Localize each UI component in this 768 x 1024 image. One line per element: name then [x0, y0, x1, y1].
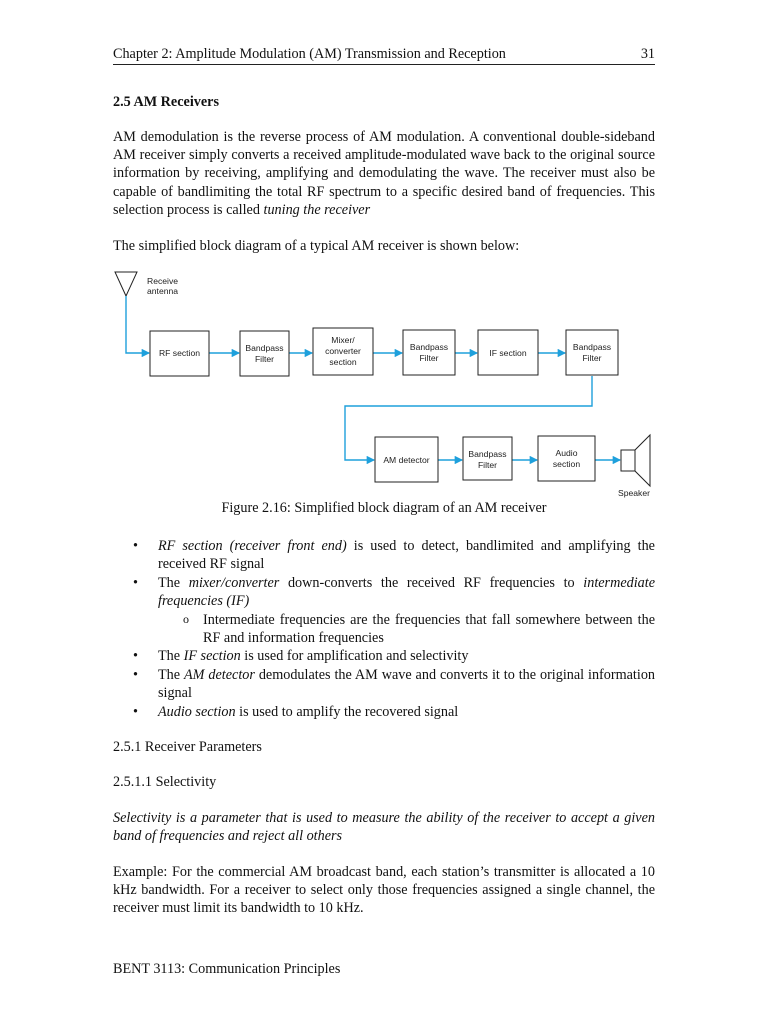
page-number: 31 — [640, 46, 655, 62]
bullet-text: The — [158, 574, 189, 591]
bullet-text: is used for amplification and selectivity — [240, 648, 469, 665]
block-label: Filter — [477, 460, 498, 470]
block-rf-section — [150, 331, 209, 376]
speaker-icon — [621, 435, 650, 486]
page-footer: BENT 3113: Communication Principles — [113, 961, 341, 977]
bullet-text: is used to detect, bandlimited and amplifying the received RF signal — [158, 538, 655, 573]
block-label: Filter — [582, 353, 602, 363]
block-label: RF section — [158, 348, 201, 358]
block-bandpass-filter-1 — [240, 331, 289, 376]
bullet-text: down-converts the received RF frequencies to — [279, 574, 584, 591]
bullet-text: is used to amplify the recovered signal — [235, 703, 459, 720]
intro-text: AM demodulation is the reverse process of AM modulation. A conventional double-sideband AM receiver simply converts a received amplitude-modulated wave back to the original source information by receiving, amplifying and demodulating the wave. The receiver must also be capable of bandlimiting the total RF spectrum to a specific desired band of frequencies. This selection process is called — [113, 129, 655, 218]
bullet-term: mixer/converter — [188, 574, 280, 591]
block-label: IF section — [489, 348, 527, 358]
bullet-am-detector — [113, 666, 655, 703]
bullet-list — [113, 537, 655, 721]
bullet-term: Audio section — [158, 703, 236, 720]
bullet-audio-section — [113, 703, 655, 721]
bullet-term: intermediate frequencies (IF) — [158, 574, 655, 610]
example-paragraph: Example: For the commercial AM broadcast band, each station’s transmitter is allocated a 10 kHz bandwidth. For a receiver to select only those frequencies assigned a single channel, the receiver must limit its bandwidth to 10 kHz. — [113, 864, 655, 917]
block-bandpass-filter-2 — [403, 330, 455, 375]
page-header — [113, 46, 655, 65]
block-label: converter — [325, 346, 361, 356]
block-label: AM detector — [383, 455, 430, 465]
block-label: Mixer/ — [331, 335, 355, 345]
block-if-section — [478, 330, 538, 375]
antenna-label-line2: antenna — [147, 286, 179, 296]
bullet-text: demodulates the AM wave and converts it to the original information signal — [158, 666, 656, 702]
bullet-if-section — [113, 647, 655, 665]
intro-paragraph — [113, 128, 655, 219]
section-title: 2.5 AM Receivers — [113, 94, 219, 110]
block-label: Bandpass — [409, 342, 449, 352]
sub-bullet-if: o Intermediate frequencies are the frequencies that fall somewhere between the RF and information frequencies — [158, 611, 655, 648]
bullet-text: The — [158, 648, 184, 665]
bullet-rf-section — [113, 537, 655, 574]
block-label: Bandpass — [572, 342, 612, 352]
block-label: Filter — [419, 353, 439, 363]
subsection-receiver-parameters: 2.5.1 Receiver Parameters — [113, 739, 262, 755]
subsection-selectivity: 2.5.1.1 Selectivity — [113, 774, 217, 790]
block-am-detector — [375, 437, 438, 482]
intro-italic-term: tuning the receiver — [263, 201, 371, 218]
bullet-term: IF section — [183, 648, 241, 665]
block-label: Audio — [555, 448, 578, 458]
block-bandpass-filter-3 — [566, 330, 618, 375]
block-mixer-converter — [313, 328, 373, 375]
figure-caption: Figure 2.16: Simplified block diagram of an AM receiver — [221, 500, 547, 516]
speaker-label: Speaker — [617, 488, 651, 498]
block-label: section — [329, 357, 357, 367]
sub-bullet-list — [158, 611, 655, 648]
block-label: Bandpass — [468, 449, 507, 459]
bullet-term: AM detector — [183, 666, 255, 683]
block-label: Filter — [254, 354, 275, 364]
block-label: Bandpass — [245, 343, 284, 353]
chapter-title: Chapter 2: Amplitude Modulation (AM) Transmission and Reception — [113, 46, 506, 62]
bullet-mixer — [113, 574, 655, 648]
antenna-label-line1: Receive — [147, 276, 179, 286]
antenna-to-rf-line — [126, 296, 149, 353]
diagram-intro-paragraph: The simplified block diagram of a typical AM receiver is shown below: — [113, 238, 520, 254]
antenna-icon — [115, 272, 137, 296]
block-audio-section — [538, 436, 595, 481]
block-label: section — [552, 459, 581, 469]
selectivity-definition: Selectivity is a parameter that is used to measure the ability of the receiver to accept a given band of frequencies and reject all others — [113, 810, 655, 845]
block-diagram-svg — [113, 266, 655, 498]
block-bandpass-filter-4 — [463, 437, 512, 480]
bullet-text: The — [158, 666, 184, 683]
bullet-term: RF section (receiver front end) — [158, 538, 347, 554]
block-diagram — [113, 266, 655, 498]
